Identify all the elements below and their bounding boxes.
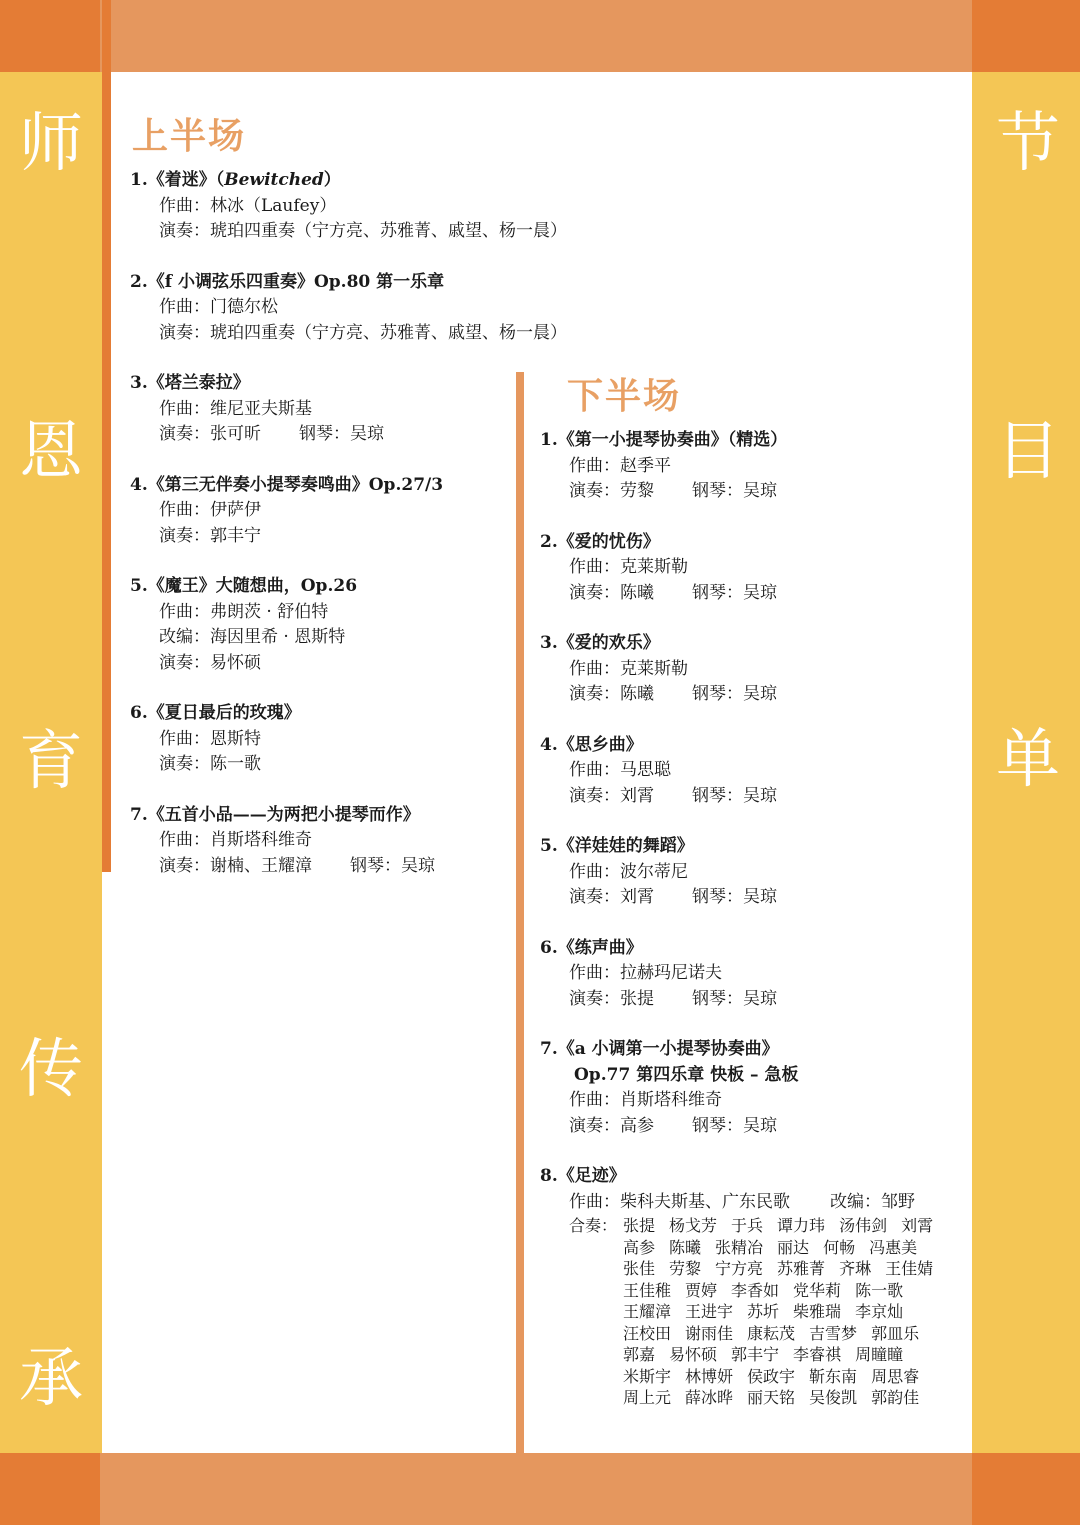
ensemble-member: 谭力玮 xyxy=(777,1216,826,1235)
ensemble-member: 高参 xyxy=(623,1237,656,1257)
pianist: 钢琴：吴琼 xyxy=(692,785,777,806)
left-accent-stripe xyxy=(102,0,111,872)
item-title: 1.《着迷》（Bewitched） xyxy=(130,170,341,190)
ensemble-member: 何畅 xyxy=(823,1237,856,1257)
ensemble-label: 合奏： xyxy=(569,1216,618,1235)
item-title: 8.《足迹》 xyxy=(540,1166,626,1186)
ensemble-member: 王佳婧 xyxy=(885,1259,934,1278)
pianist: 钢琴：吴琼 xyxy=(692,1115,777,1136)
performer-line xyxy=(540,581,965,607)
composer: 作曲：克莱斯勒 xyxy=(569,658,688,679)
composer: 作曲：维尼亚夫斯基 xyxy=(159,398,312,419)
performer: 演奏：琥珀四重奏（宁方亮、苏雅菁、戚望、杨一晨） xyxy=(159,221,567,241)
ensemble-member: 苏圻 xyxy=(747,1302,780,1321)
item-subtitle: Op.77 第四乐章 快板 – 急板 xyxy=(574,1064,799,1085)
pianist: 钢琴：吴琼 xyxy=(299,424,384,444)
composer: 作曲：门德尔松 xyxy=(159,297,278,317)
bottom-right-corner xyxy=(972,1453,1080,1525)
left-banner-char: 育 xyxy=(19,725,83,799)
ensemble-member: 王佳稚 xyxy=(623,1280,672,1300)
right-banner-char: 目 xyxy=(996,415,1060,489)
ensemble-member: 齐琳 xyxy=(839,1259,872,1278)
performer-line xyxy=(540,479,965,505)
first-half-title: 上半场 xyxy=(132,115,247,157)
second-half-title: 下半场 xyxy=(567,375,682,417)
top-band xyxy=(0,0,1080,72)
item-title: 4.《思乡曲》 xyxy=(540,734,643,755)
ensemble-row xyxy=(623,1387,947,1409)
item-title: 5.《魔王》大随想曲，Op.26 xyxy=(130,576,358,596)
ensemble-member: 杨戈芳 xyxy=(669,1216,718,1235)
composer-line xyxy=(540,1190,965,1216)
performer: 演奏：琥珀四重奏（宁方亮、苏雅菁、戚望、杨一晨） xyxy=(159,322,567,343)
ensemble-member: 柴雅瑞 xyxy=(793,1302,842,1321)
performer-line xyxy=(540,885,965,911)
column-divider xyxy=(516,372,524,1525)
ensemble-row xyxy=(623,1344,947,1366)
ensemble-member: 陈曦 xyxy=(669,1237,702,1257)
top-left-corner xyxy=(0,0,100,72)
ensemble-member: 王进宇 xyxy=(685,1302,734,1321)
performer: 演奏：刘霄 xyxy=(569,785,654,806)
program-item xyxy=(130,803,510,880)
arranger: 改编：邹野 xyxy=(830,1191,915,1212)
performer: 演奏：劳黎 xyxy=(569,481,654,501)
bottom-band xyxy=(0,1453,1080,1525)
ensemble-member: 周上元 xyxy=(623,1388,672,1407)
performer: 演奏：谢楠、王耀漳 xyxy=(159,855,312,876)
item-title: 3.《塔兰泰拉》 xyxy=(130,373,250,393)
performer-line xyxy=(540,682,965,708)
ensemble-member: 郭韵佳 xyxy=(871,1388,920,1407)
performer: 演奏：郭丰宁 xyxy=(159,525,261,546)
pianist: 钢琴：吴琼 xyxy=(692,684,777,704)
first-half-program xyxy=(130,168,567,904)
ensemble-member: 郭嘉 xyxy=(623,1345,656,1364)
performer-line xyxy=(130,422,510,448)
ensemble-member: 郭皿乐 xyxy=(871,1323,920,1343)
ensemble-row xyxy=(623,1323,947,1345)
ensemble-member: 周思睿 xyxy=(871,1366,920,1386)
ensemble-member: 冯惠美 xyxy=(869,1237,918,1257)
composer: 作曲：肖斯塔科维奇 xyxy=(159,830,312,850)
ensemble-member: 周瞳瞳 xyxy=(855,1345,904,1364)
composer: 作曲：伊萨伊 xyxy=(159,500,261,520)
ensemble-member: 李香如 xyxy=(731,1280,780,1300)
ensemble-member: 林博妍 xyxy=(685,1366,734,1386)
left-banner-char: 承 xyxy=(19,1342,83,1416)
ensemble-member: 米斯宇 xyxy=(623,1366,672,1386)
left-banner-char: 师 xyxy=(19,107,83,181)
second-half-program xyxy=(540,428,965,1409)
ensemble-row xyxy=(623,1215,947,1237)
arranger: 改编：海因里希 · 恩斯特 xyxy=(159,627,346,647)
ensemble-member: 张提 xyxy=(623,1216,656,1235)
composer: 作曲：肖斯塔科维奇 xyxy=(569,1090,722,1110)
composer: 作曲：赵季平 xyxy=(569,455,671,476)
ensemble-row xyxy=(623,1366,947,1388)
ensemble-member: 劳黎 xyxy=(669,1259,702,1278)
item-title: 6.《练声曲》 xyxy=(540,937,643,958)
ensemble-names xyxy=(623,1215,947,1409)
performer-line xyxy=(540,1114,965,1140)
program-item-finale xyxy=(540,1164,965,1409)
ensemble-member: 贾婷 xyxy=(685,1280,718,1300)
composer: 作曲：克莱斯勒 xyxy=(569,557,688,577)
performer-line xyxy=(130,854,510,880)
program-item xyxy=(130,701,510,778)
item-title: 5.《洋娃娃的舞蹈》 xyxy=(540,836,694,856)
ensemble-member: 丽天铭 xyxy=(747,1388,796,1407)
ensemble-member: 靳东南 xyxy=(809,1366,858,1386)
ensemble-member: 刘霄 xyxy=(901,1216,934,1235)
composer: 作曲：马思聪 xyxy=(569,760,671,780)
ensemble-member: 丽达 xyxy=(777,1237,810,1257)
program-item xyxy=(540,834,965,911)
ensemble-member: 张精冶 xyxy=(715,1237,764,1257)
ensemble-member: 郭丰宁 xyxy=(731,1345,780,1364)
ensemble-row xyxy=(623,1301,947,1323)
performer: 演奏：高参 xyxy=(569,1115,654,1136)
program-item xyxy=(540,936,965,1013)
performer: 演奏：张提 xyxy=(569,988,654,1009)
right-banner-char: 单 xyxy=(996,723,1060,797)
ensemble xyxy=(540,1215,965,1409)
item-title: 1.《第一小提琴协奏曲》（精选） xyxy=(540,430,788,450)
performer-line xyxy=(540,987,965,1013)
program-item xyxy=(540,631,965,708)
program-item xyxy=(130,168,567,245)
left-banner-char: 传 xyxy=(19,1033,83,1107)
ensemble-member: 党华莉 xyxy=(793,1280,842,1300)
ensemble-member: 李睿祺 xyxy=(793,1345,842,1364)
performer: 演奏：陈一歌 xyxy=(159,754,261,774)
item-title: 7.《五首小品——为两把小提琴而作》 xyxy=(130,804,420,825)
performer: 演奏：易怀硕 xyxy=(159,652,261,673)
composer: 作曲：林冰（Laufey） xyxy=(159,195,337,216)
pianist: 钢琴：吴琼 xyxy=(692,887,777,907)
ensemble-member: 侯政宇 xyxy=(747,1366,796,1386)
ensemble-member: 易怀硕 xyxy=(669,1345,718,1364)
ensemble-row xyxy=(623,1258,947,1280)
ensemble-member: 陈一歌 xyxy=(855,1280,904,1300)
program-item xyxy=(540,1037,965,1139)
pianist: 钢琴：吴琼 xyxy=(692,988,777,1009)
ensemble-member: 吴俊凯 xyxy=(809,1388,858,1407)
ensemble-member: 宁方亮 xyxy=(715,1259,764,1278)
item-title: 2.《f 小调弦乐四重奏》Op.80 第一乐章 xyxy=(130,271,445,292)
composer: 作曲：波尔蒂尼 xyxy=(569,861,688,882)
ensemble-member: 谢雨佳 xyxy=(685,1323,734,1343)
ensemble-member: 薛冰晔 xyxy=(685,1388,734,1407)
item-title: 6.《夏日最后的玫瑰》 xyxy=(130,703,301,723)
program-item xyxy=(130,473,510,550)
ensemble-member: 康耘茂 xyxy=(747,1323,796,1343)
program-item xyxy=(540,530,965,607)
program-item xyxy=(130,574,510,676)
left-banner-char: 恩 xyxy=(19,415,83,489)
item-title: 3.《爱的欢乐》 xyxy=(540,633,660,653)
ensemble-row xyxy=(623,1280,947,1302)
ensemble-member: 汪校田 xyxy=(623,1323,672,1343)
performer: 演奏：陈曦 xyxy=(569,684,654,704)
ensemble-member: 汤伟剑 xyxy=(839,1216,888,1235)
program-item xyxy=(540,733,965,810)
performer: 演奏：陈曦 xyxy=(569,582,654,603)
ensemble-member: 吉雪梦 xyxy=(809,1323,858,1343)
ensemble-row xyxy=(623,1237,947,1259)
item-title: 4.《第三无伴奏小提琴奏鸣曲》Op.27/3 xyxy=(130,474,444,495)
item-title: 7.《a 小调第一小提琴协奏曲》 xyxy=(540,1039,779,1059)
composer: 作曲：柴科夫斯基、广东民歌 xyxy=(569,1191,790,1212)
item-title: 2.《爱的忧伤》 xyxy=(540,531,660,552)
composer: 作曲：恩斯特 xyxy=(159,728,261,749)
program-item xyxy=(130,270,567,347)
ensemble-member: 王耀漳 xyxy=(623,1302,672,1321)
right-banner-char: 节 xyxy=(996,107,1060,181)
composer: 作曲：拉赫玛尼诺夫 xyxy=(569,963,722,983)
ensemble-member: 于兵 xyxy=(731,1216,764,1235)
pianist: 钢琴：吴琼 xyxy=(350,855,435,876)
program-item xyxy=(130,371,510,448)
program-item xyxy=(540,428,965,505)
ensemble-member: 苏雅菁 xyxy=(777,1259,826,1278)
ensemble-member: 张佳 xyxy=(623,1259,656,1278)
performer: 演奏：张可昕 xyxy=(159,424,261,444)
performer: 演奏：刘霄 xyxy=(569,887,654,907)
ensemble-member: 李京灿 xyxy=(855,1302,904,1321)
top-right-corner xyxy=(972,0,1080,72)
composer: 作曲：弗朗茨 · 舒伯特 xyxy=(159,601,329,622)
pianist: 钢琴：吴琼 xyxy=(692,582,777,603)
performer-line xyxy=(540,784,965,810)
bottom-left-corner xyxy=(0,1453,100,1525)
pianist: 钢琴：吴琼 xyxy=(692,481,777,501)
